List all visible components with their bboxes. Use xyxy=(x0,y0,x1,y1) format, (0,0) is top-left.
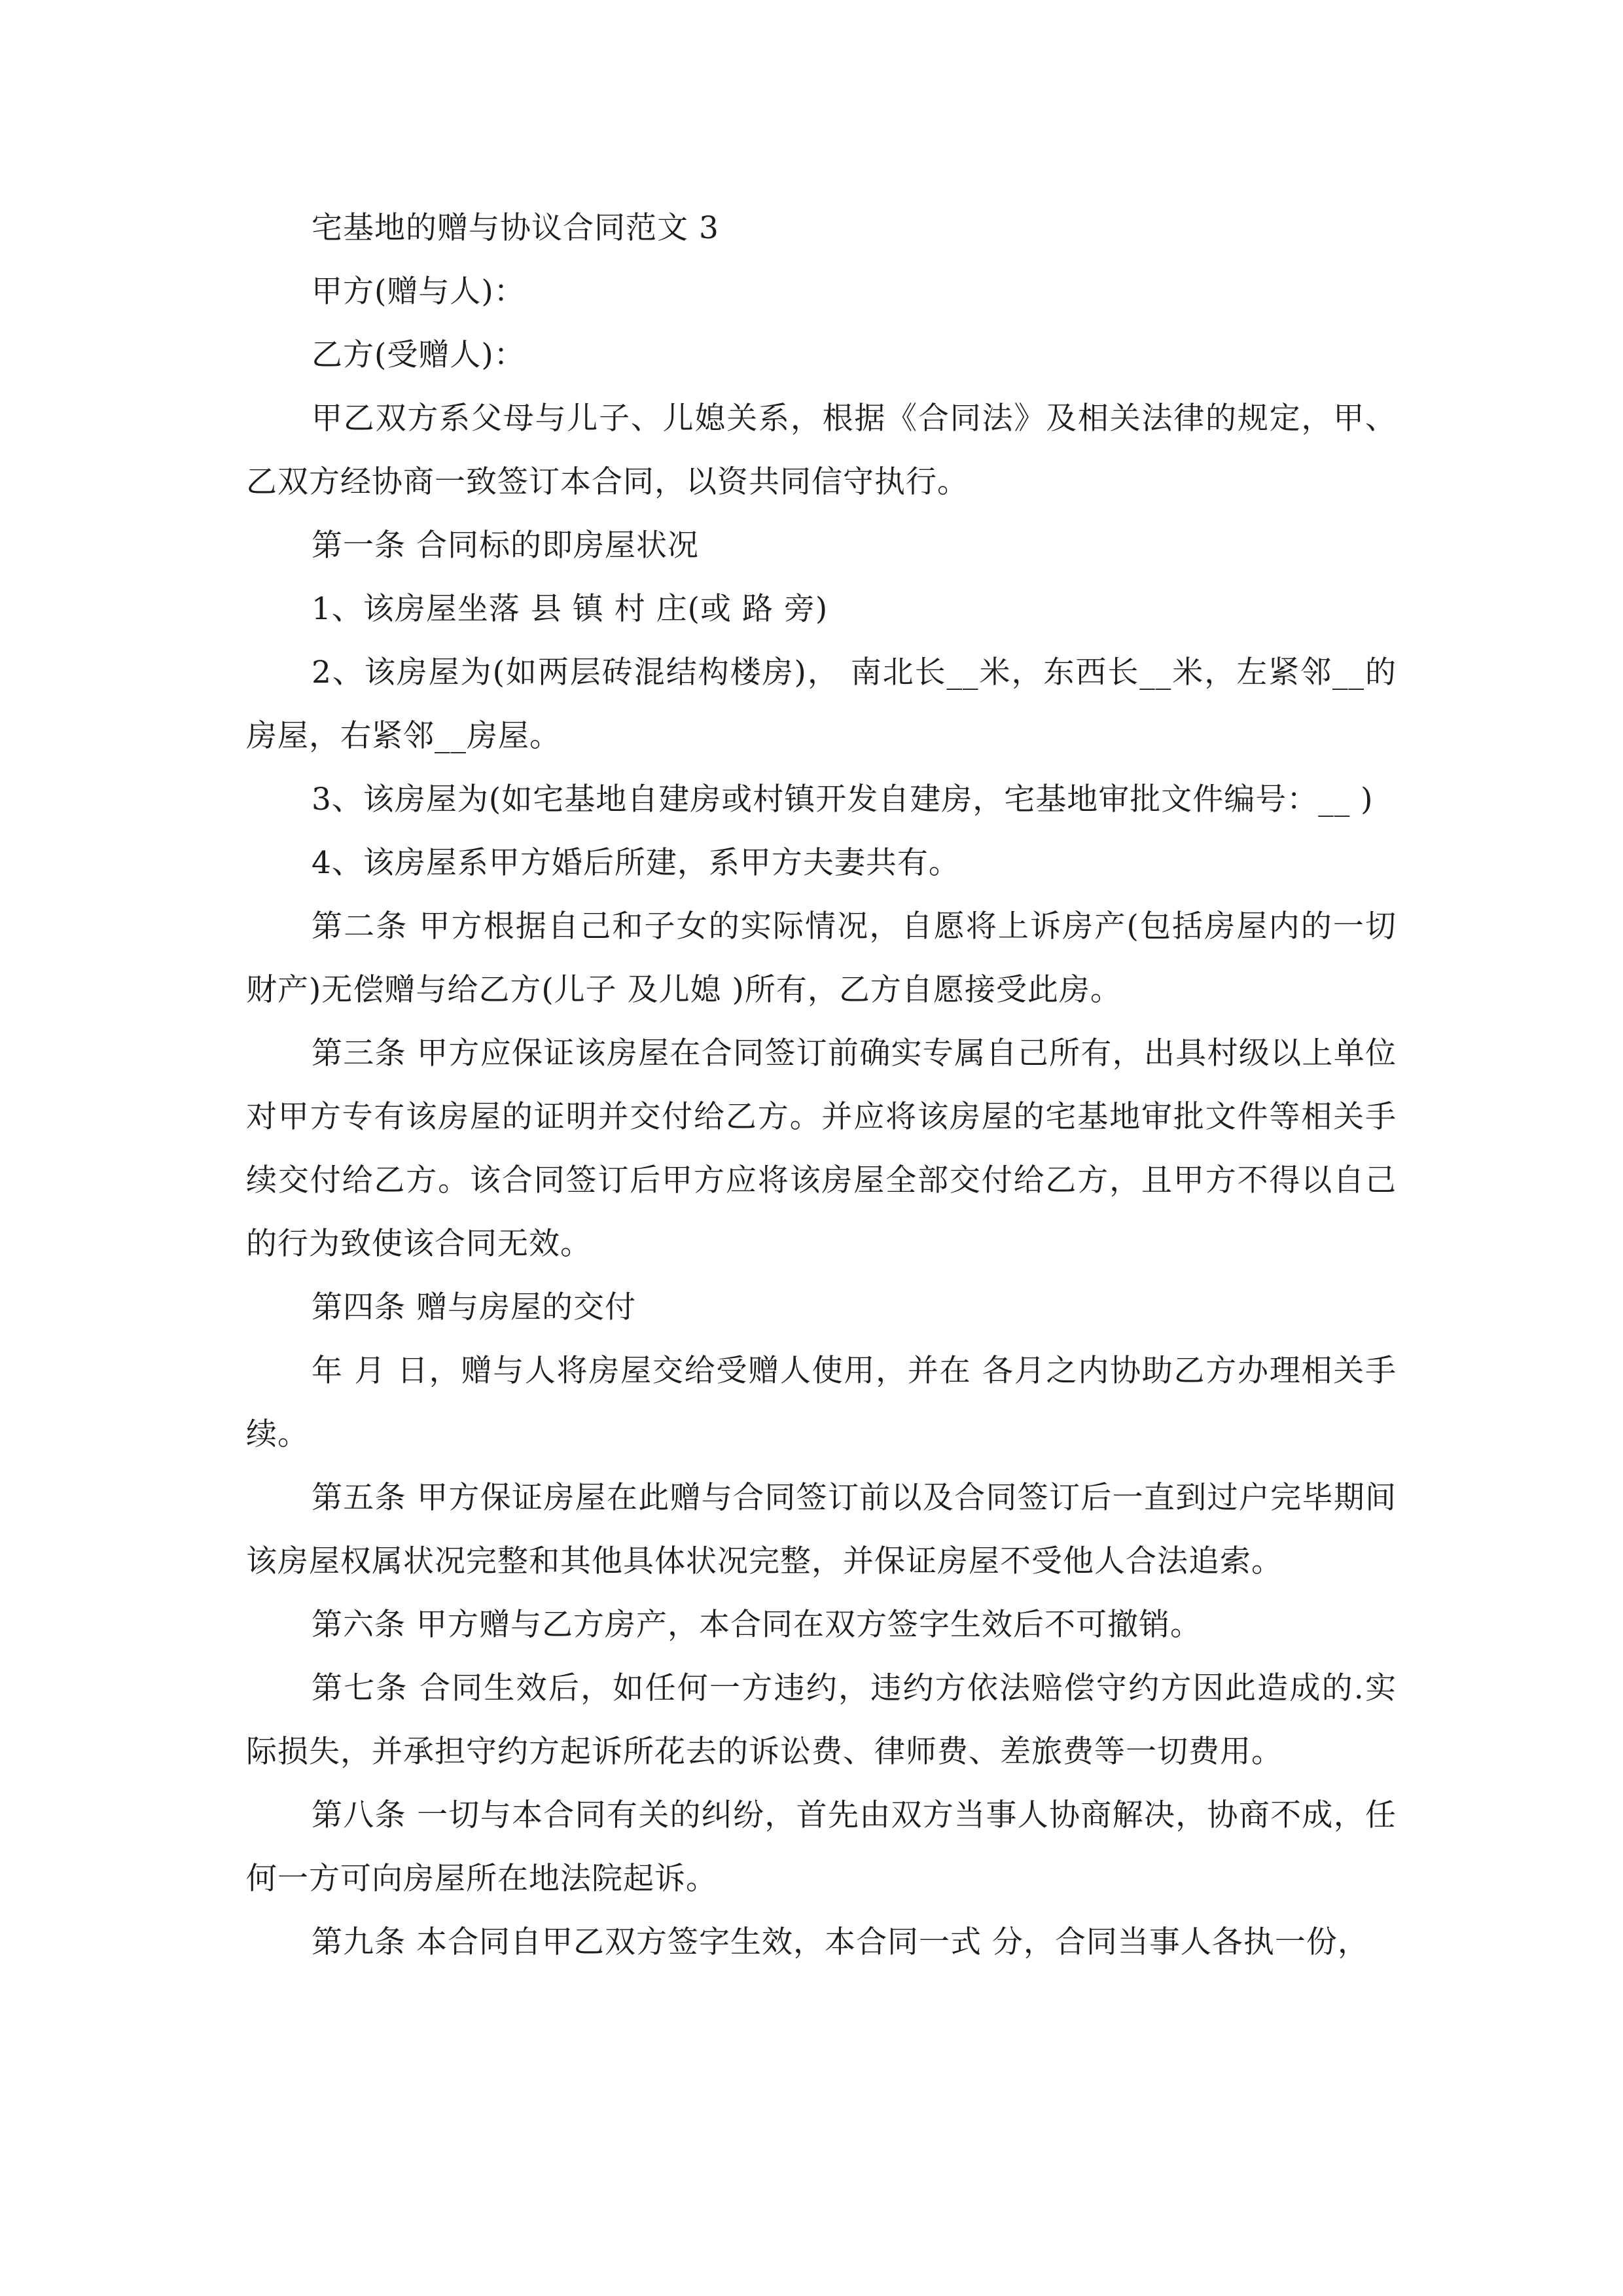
article-2-paragraph: 第二条 甲方根据自己和子女的实际情况，自愿将上诉房产(包括房屋内的一切财产)无偿赠与给乙方(儿子 及儿媳 )所有，乙方自愿接受此房。 xyxy=(246,908,1397,1008)
article-6-paragraph: 第六条 甲方赠与乙方房产，本合同在双方签字生效后不可撤销。 xyxy=(312,1607,1202,1643)
preamble-paragraph: 甲乙双方系父母与儿子、儿媳关系，根据《合同法》及相关法律的规定，甲、乙双方经协商一致签订本合同，以资共同信守执行。 xyxy=(246,401,1397,500)
article-7-paragraph: 第七条 合同生效后，如任何一方违约，违约方依法赔偿守约方因此造成的.实际损失，并承担守约方起诉所花去的诉讼费、律师费、差旅费等一切费用。 xyxy=(246,1670,1397,1770)
article-8-paragraph: 第八条 一切与本合同有关的纠纷，首先由双方当事人协商解决，协商不成，任何一方可向房屋所在地法院起诉。 xyxy=(246,1797,1397,1897)
article-9-paragraph: 第九条 本合同自甲乙双方签字生效，本合同一式 分，合同当事人各执一份， xyxy=(312,1924,1369,1960)
article-1-item-1: 1、该房屋坐落 县 镇 村 庄(或 路 旁) xyxy=(312,591,829,627)
document-title: 宅基地的赠与协议合同范文 3 xyxy=(312,210,719,246)
document-body xyxy=(246,196,1397,1974)
article-1-item-4: 4、该房屋系甲方婚后所建，系甲方夫妻共有。 xyxy=(312,845,960,881)
party-a-line: 甲方(赠与人)： xyxy=(312,274,526,310)
article-4-paragraph: 年 月 日，赠与人将房屋交给受赠人使用，并在 各月之内协助乙方办理相关手续。 xyxy=(246,1353,1397,1452)
article-1-heading: 第一条 合同标的即房屋状况 xyxy=(312,528,699,564)
article-4-heading: 第四条 赠与房屋的交付 xyxy=(312,1289,636,1325)
article-3-paragraph: 第三条 甲方应保证该房屋在合同签订前确实专属自己所有，出具村级以上单位对甲方专有该房屋的证明并交付给乙方。并应将该房屋的宅基地审批文件等相关手续交付给乙方。该合同签订后甲方应将该房屋全部交付给乙方，且甲方不得以自己的行为致使该合同无效。 xyxy=(246,1035,1397,1262)
article-1-item-2: 2、该房屋为(如两层砖混结构楼房)， 南北长__米，东西长__米，左紧邻__的房屋，右紧邻__房屋。 xyxy=(246,655,1397,754)
party-b-line: 乙方(受赠人)： xyxy=(312,337,526,373)
article-5-paragraph: 第五条 甲方保证房屋在此赠与合同签订前以及合同签订后一直到过户完毕期间该房屋权属状况完整和其他具体状况完整，并保证房屋不受他人合法追索。 xyxy=(246,1480,1397,1579)
article-1-item-3: 3、该房屋为(如宅基地自建房或村镇开发自建房，宅基地审批文件编号：__ ) xyxy=(312,781,1374,817)
